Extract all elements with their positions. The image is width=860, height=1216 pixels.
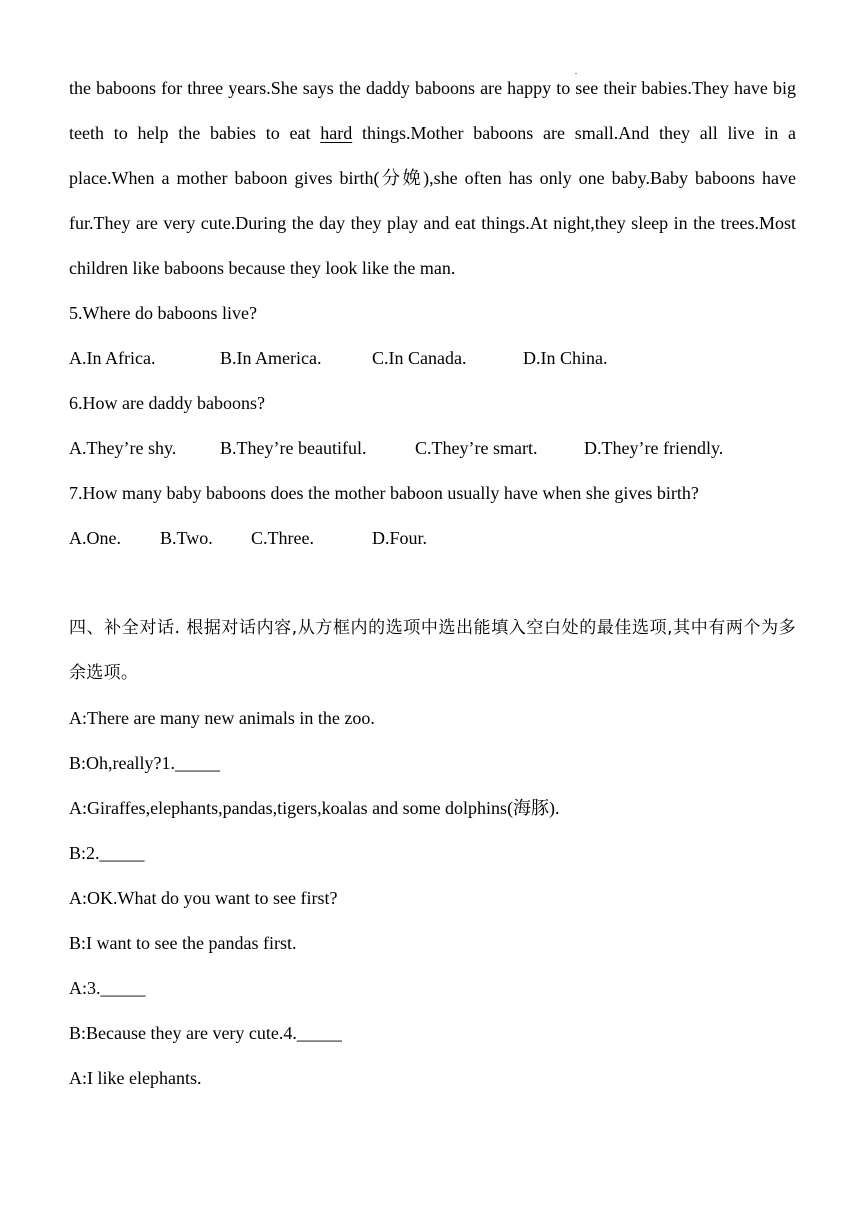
dialogue-line: B:I want to see the pandas first. — [69, 933, 297, 953]
dialogue-line: A:Giraffes,elephants,pandas,tigers,koalas and some dolphins(海豚). — [69, 798, 560, 818]
question-6-option-b: B.They’re beautiful. — [220, 438, 367, 458]
dialogue-line: B:2._____ — [69, 843, 145, 863]
question-6-stem: 6.How are daddy baboons? — [69, 393, 265, 413]
question-5-option-c: C.In Canada. — [372, 348, 467, 368]
question-6-options — [69, 426, 796, 471]
question-6-option-d: D.They’re friendly. — [584, 438, 724, 458]
section-spacer — [69, 561, 796, 606]
reading-passage — [69, 66, 796, 291]
dialogue-line: A:3._____ — [69, 978, 146, 998]
question-5-option-b: B.In America. — [220, 348, 322, 368]
section-4-heading: 四、补全对话. 根据对话内容,从方框内的选项中选出能填入空白处的最佳选项,其中有两个为多余选项。 — [69, 618, 796, 683]
passage-text-part-2: things.Mother baboons are small.And they all live in a place.When a mother baboon gives birth(分娩),she often has only one baby.Baby baboons have fur.They are very cute.During the day they play and eat things.At night,they sleep in the trees.Most children like baboons because they look like the man. — [69, 123, 796, 278]
passage-text-part-1: the baboons for three years.She says the daddy baboons are happy to see their babies.They have big teeth to help the babies to eat — [69, 78, 796, 143]
dialogue-line: B:Because they are very cute.4._____ — [69, 1023, 342, 1043]
question-5-option-d: D.In China. — [523, 348, 608, 368]
question-7-option-b: B.Two. — [160, 528, 213, 548]
dialogue-line: A:I like elephants. — [69, 1068, 202, 1088]
question-7-stem: 7.How many baby baboons does the mother baboon usually have when she gives birth? — [69, 483, 699, 503]
dialogue-line: B:Oh,really?1._____ — [69, 753, 220, 773]
question-7-option-a: A.One. — [69, 528, 121, 548]
question-7-option-c: C.Three. — [251, 528, 314, 548]
question-7-options — [69, 516, 796, 561]
question-5-options — [69, 336, 796, 381]
dialogue-line: A:There are many new animals in the zoo. — [69, 708, 375, 728]
question-6-option-c: C.They’re smart. — [415, 438, 538, 458]
dialogue-line: A:OK.What do you want to see first? — [69, 888, 338, 908]
question-5-option-a: A.In Africa. — [69, 348, 156, 368]
underlined-word: hard — [320, 123, 353, 143]
question-5-stem: 5.Where do baboons live? — [69, 303, 257, 323]
question-6-option-a: A.They’re shy. — [69, 438, 177, 458]
document-page — [69, 66, 796, 1101]
question-7-option-d: D.Four. — [372, 528, 428, 548]
